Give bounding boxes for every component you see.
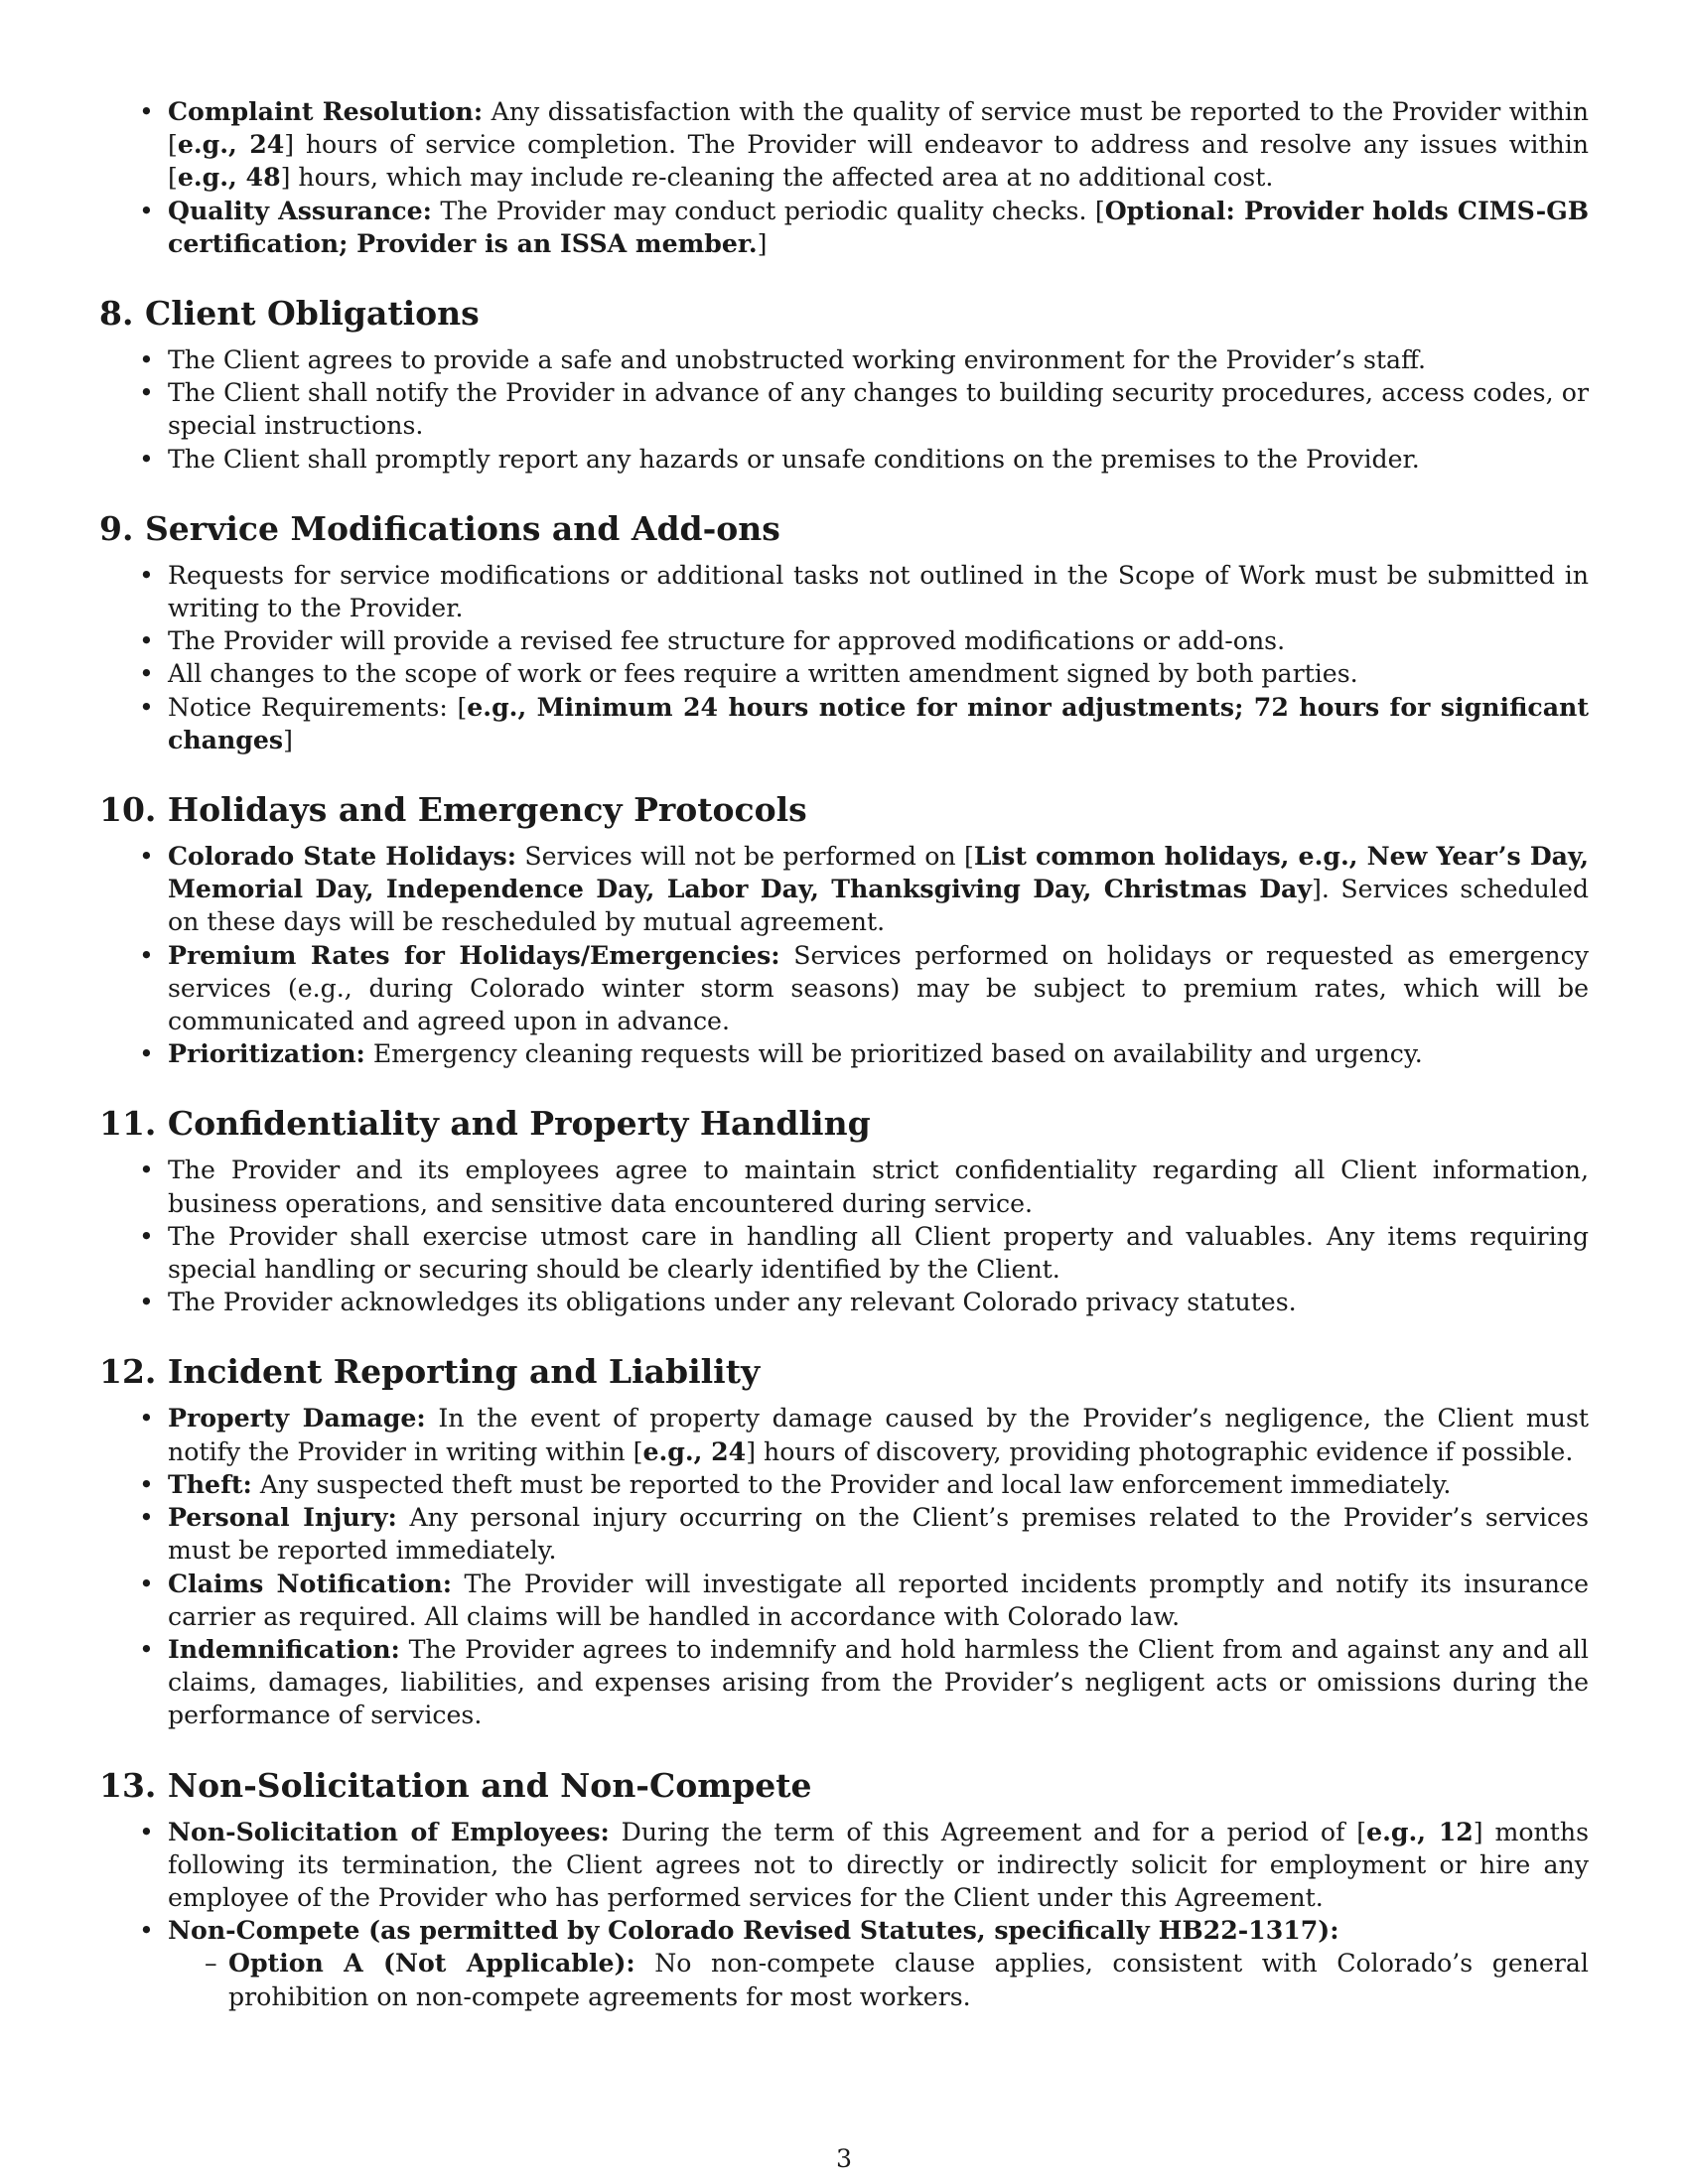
section-heading: 8. Client Obligations [99,294,480,334]
section-heading: 11. Confidentiality and Property Handling [99,1104,871,1144]
text-run: No non-compete clause applies, consistent with Colorado’s general prohibition on non-compete agreements for most workers. [228,1949,1589,2011]
bold-text: Quality Assurance: [168,195,432,225]
page-number: 3 [835,2144,853,2173]
text-run: The Provider may conduct periodic quality checks. [ [431,196,1105,225]
list-item [99,95,1589,195]
section [99,1766,1589,2013]
list-item [99,1468,1589,1501]
section [99,509,1589,756]
list-item [99,1633,1589,1732]
bullet-list [99,1816,1589,2013]
text-run: ] hours of discovery, providing photographic evidence if possible. [746,1436,1574,1466]
list-item [99,939,1589,1038]
text-run: The Client agrees to provide a safe and unobstructed working environment for the Provider’s staff. [168,345,1427,375]
section [99,1104,1589,1318]
bold-text: e.g., 48 [177,162,281,193]
bold-text: Premium Rates for Holidays/Emergencies: [168,939,780,970]
section-heading: 13. Non-Solicitation and Non-Compete [99,1765,812,1805]
text-run: All changes to the scope of work or fees require a written amendment signed by both parties. [168,659,1358,689]
document-page [99,95,1589,2013]
section [99,95,1589,260]
text-run: During the term of this Agreement and for a period of [ [609,1817,1367,1846]
text-run: The Provider shall exercise utmost care in handling all Client property and valuables. Any items requiring special handling or securing should be clearly identified by the Client. [168,1221,1589,1285]
bold-text: Prioritization: [168,1038,365,1069]
list-item [99,1220,1589,1286]
list-item [99,624,1589,657]
bold-text: Complaint Resolution: [168,96,484,126]
bullet-list [99,95,1589,260]
text-run: ] months following its termination, the Client agrees not to directly or indirectly solicit for employment or hire any employee of the Provider who has performed services for the Client under this Agreement. [168,1817,1589,1912]
text-run: Emergency cleaning requests will be prioritized based on availability and urgency. [364,1039,1423,1069]
section-heading: 12. Incident Reporting and Liability [99,1352,761,1392]
bold-text: List common holidays, e.g., New Year’s Day, Memorial Day, Independence Day, Labor Day, Thanksgiving Day, Christmas Day [168,841,1589,904]
section [99,294,1589,476]
list-item [99,1501,1589,1567]
list-item [99,559,1589,624]
bold-text: e.g., 12 [1366,1816,1474,1846]
text-run: The Client shall notify the Provider in advance of any changes to building security procedures, access codes, or special instructions. [168,378,1589,441]
bullet-list [99,559,1589,756]
bold-text: Property Damage: [168,1403,426,1433]
bold-text: Non-Compete (as permitted by Colorado Revised Statutes, specifically HB22-1317): [168,1915,1339,1946]
text-run: ] hours, which may include re-cleaning the affected area at no additional cost. [280,163,1274,193]
bullet-list [99,1402,1589,1731]
text-run: The Provider agrees to indemnify and hold harmless the Client from and against any and all claims, damages, liabilities, and expenses arising from the Provider’s negligent acts or omissions during the performance of services. [168,1634,1589,1730]
bold-text: Non-Solicitation of Employees: [168,1816,610,1846]
text-run: The Provider and its employees agree to maintain strict confidentiality regarding all Client information, business operations, and sensitive data encountered during service. [168,1156,1589,1218]
list-item [99,691,1589,756]
list-item [99,1568,1589,1633]
list-item [99,1914,1589,2013]
list-item [99,376,1589,442]
text-run: Any dissatisfaction with the quality of service must be reported to the Provider within [ [168,97,1589,160]
text-run: The Provider will provide a revised fee structure for approved modifications or add-ons. [168,626,1286,656]
bold-text: e.g., 24 [177,129,285,160]
section [99,1352,1589,1731]
sub-list-item [168,1947,1589,2012]
text-run: Notice Requirements: [ [168,692,468,722]
list-item [99,1402,1589,1467]
bold-text: Claims Notification: [168,1568,453,1598]
list-item [99,1286,1589,1318]
bullet-list [99,840,1589,1070]
text-run: The Provider will investigate all reported incidents promptly and notify its insurance carrier as required. All claims will be handled in accordance with Colorado law. [168,1569,1590,1631]
bold-text: Optional: Provider holds CIMS-GB certification; Provider is an ISSA member. [168,195,1589,258]
list-item [99,343,1589,376]
list-item [99,657,1589,690]
bold-text: e.g., 24 [642,1435,747,1466]
list-item [99,195,1589,260]
text-run: ] [757,228,768,258]
bold-text: e.g., Minimum 24 hours notice for minor adjustments; 72 hours for significant changes [168,691,1590,754]
list-item [99,1154,1589,1219]
section-heading: 9. Service Modifications and Add-ons [99,508,780,548]
text-run: Services will not be performed on [ [516,842,974,872]
list-item [99,840,1589,939]
text-run: Services performed on holidays or requested as emergency services (e.g., during Colorado winter storm seasons) may be subject to premium rates, which will be communicated and agreed upon in advance. [168,940,1589,1036]
bold-text: Personal Injury: [168,1502,397,1533]
text-run: Any personal injury occurring on the Client’s premises related to the Provider’s services must be reported immediately. [168,1503,1589,1566]
sub-list [168,1947,1589,2012]
text-run: ]. Services scheduled on these days will be rescheduled by mutual agreement. [168,875,1589,937]
bullet-list [99,1154,1589,1318]
list-item [99,1037,1589,1070]
text-run: ] hours of service completion. The Provider will endeavor to address and resolve any issues within [ [168,130,1589,193]
text-run: Any suspected theft must be reported to the Provider and local law enforcement immediately. [251,1469,1452,1499]
text-run: ] [283,725,293,754]
list-item [99,443,1589,476]
bold-text: Colorado State Holidays: [168,841,517,872]
text-run: The Client shall promptly report any hazards or unsafe conditions on the premises to the Provider. [168,444,1420,474]
bullet-list [99,343,1589,476]
section-heading: 10. Holidays and Emergency Protocols [99,790,807,830]
bold-text: Option A (Not Applicable): [228,1948,635,1979]
bold-text: Theft: [168,1468,252,1499]
text-run: The Provider acknowledges its obligations under any relevant Colorado privacy statutes. [168,1288,1297,1317]
section [99,790,1589,1070]
list-item [99,1816,1589,1915]
text-run: In the event of property damage caused by the Provider’s negligence, the Client must notify the Provider in writing within [ [168,1404,1589,1466]
bold-text: Indemnification: [168,1633,400,1664]
text-run: Requests for service modifications or additional tasks not outlined in the Scope of Work must be submitted in writing to the Provider. [168,560,1589,623]
